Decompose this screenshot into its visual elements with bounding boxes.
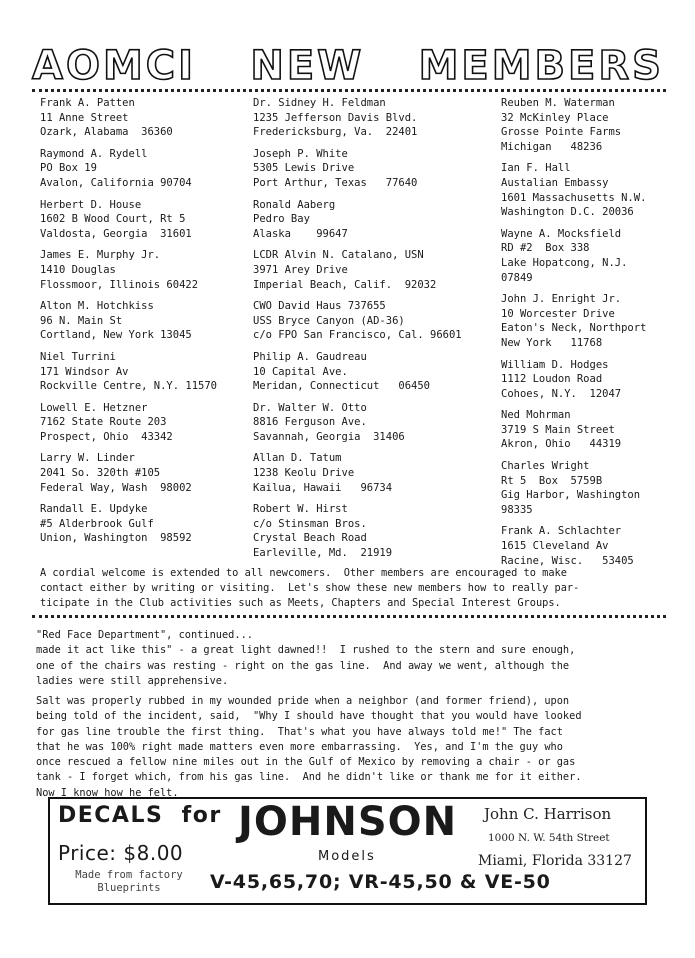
heading-word-members: MEMBERS	[418, 43, 664, 89]
member-name: Alton M. Hotchkiss	[40, 300, 154, 313]
member-address-line: 2041 So. 320th #105	[40, 467, 161, 480]
member-entry	[253, 248, 462, 292]
story-line: that he was 100% right made matters even more embarrassing. Yes, and I'm the guy who	[36, 740, 563, 753]
member-name: Dr. Walter W. Otto	[253, 401, 367, 414]
welcome-line: contact either by writing or visiting. Let's show these new members how to really par-	[40, 582, 580, 594]
heading-word-new: NEW	[250, 43, 365, 89]
member-address-line: c/o FPO San Francisco, Cal. 96601	[253, 329, 462, 342]
story-line: being told of the incident, said, "Why I should have thought that you would have looked	[36, 710, 582, 723]
member-entry	[40, 401, 217, 445]
page-heading	[32, 42, 664, 90]
member-address-line: 5305 Lewis Drive	[253, 162, 355, 175]
member-address-line: Michigan 48236	[501, 140, 603, 153]
member-address-line: Eaton's Neck, Northport	[501, 322, 647, 335]
member-address-line: Imperial Beach, Calif. 92032	[253, 278, 437, 291]
member-name: Philip A. Gaudreau	[253, 350, 367, 363]
member-name: John J. Enright Jr.	[501, 293, 622, 306]
ad-contact-name: John C. Harrison	[484, 805, 612, 823]
member-address-line: Gig Harbor, Washington	[501, 489, 641, 502]
member-address-line: Fredericksburg, Va. 22401	[253, 126, 418, 139]
member-address-line: Racine, Wisc. 53405	[501, 554, 634, 567]
member-address-line: Avalon, California 90704	[40, 176, 192, 189]
member-address-line: #5 Alderbrook Gulf	[40, 517, 154, 530]
member-address-line: Meridan, Connecticut 06450	[253, 380, 431, 393]
story-line: for gas line trouble the first thing. That's what you have always told me!" The fact	[36, 725, 563, 738]
ad-decals-title: DECALS for	[58, 803, 222, 828]
member-address-line: Lake Hopatcong, N.J.	[501, 256, 628, 269]
member-entry	[40, 147, 217, 191]
welcome-line: A cordial welcome is extended to all newcomers. Other members are encouraged to make	[40, 567, 567, 579]
member-address-line: Cohoes, N.Y. 12047	[501, 387, 622, 400]
member-entry	[501, 408, 646, 452]
ad-models-label: Models	[318, 849, 376, 864]
member-address-line: 32 McKinley Place	[501, 111, 609, 124]
member-address-line: 10 Capital Ave.	[253, 365, 348, 378]
member-entry	[253, 198, 462, 242]
member-address-line: Washington D.C. 20036	[501, 206, 634, 219]
member-entry	[253, 350, 462, 394]
story-line: tank - I forget which, from his gas line. And he didn't like or thank me for it either.	[36, 771, 582, 784]
member-address-line: New York 11768	[501, 336, 603, 349]
member-name: Frank A. Patten	[40, 97, 135, 109]
ad-brand: JOHNSON	[238, 799, 458, 845]
member-name: Randall E. Updyke	[40, 503, 148, 516]
member-address-line: Ozark, Alabama 36360	[40, 126, 173, 139]
member-name: Larry W. Linder	[40, 452, 135, 465]
member-entry	[253, 451, 462, 495]
member-entry	[40, 502, 217, 546]
member-name: Wayne A. Mocksfield	[501, 227, 622, 240]
member-column-2	[253, 96, 462, 568]
member-name: Dr. Sidney H. Feldman	[253, 97, 386, 109]
story-line: once rescued a fellow nine miles out in the Gulf of Mexico by removing a chair - or gas	[36, 756, 576, 769]
story-line: Now I know how he felt.	[36, 786, 179, 799]
member-address-line: USS Bryce Canyon (AD-36)	[253, 314, 405, 327]
member-name: James E. Murphy Jr.	[40, 249, 161, 262]
member-entry	[501, 358, 646, 402]
member-entry	[40, 96, 217, 140]
story-line: Salt was properly rubbed in my wounded pride when a neighbor (and former friend), upon	[36, 695, 570, 707]
member-name: Lowell E. Hetzner	[40, 401, 148, 414]
member-address-line: 1615 Cleveland Av	[501, 540, 609, 553]
ad-city: Miami, Florida 33127	[478, 853, 632, 869]
member-address-line: 98335	[501, 503, 533, 516]
member-address-line: 10 Worcester Drive	[501, 307, 615, 320]
member-name: Ian F. Hall	[501, 162, 571, 175]
member-name: LCDR Alvin N. Catalano, USN	[253, 249, 424, 262]
ad-factory-line: Blueprints	[97, 882, 161, 894]
member-address-line: Rockville Centre, N.Y. 11570	[40, 380, 218, 393]
member-address-line: PO Box 19	[40, 162, 97, 175]
member-name: Charles Wright	[501, 460, 590, 473]
story-line: ladies were still apprehensive.	[36, 674, 229, 687]
member-address-line: 07849	[501, 271, 533, 284]
member-name: Reuben M. Waterman	[501, 97, 615, 109]
member-address-line: Savannah, Georgia 31406	[253, 430, 405, 443]
member-entry	[501, 524, 646, 568]
member-address-line: 1112 Loudon Road	[501, 373, 603, 386]
member-address-line: Akron, Ohio 44319	[501, 438, 622, 451]
member-entry	[40, 198, 217, 242]
member-address-line: Pedro Bay	[253, 213, 310, 226]
story-line: one of the chairs was resting - right on the gas line. And away we went, although the	[36, 659, 570, 672]
member-address-line: 1601 Massachusetts N.W.	[501, 191, 647, 204]
member-name: Ned Mohrman	[501, 409, 571, 422]
decals-advertisement	[48, 797, 647, 905]
member-entry	[253, 502, 462, 560]
member-name: Niel Turrini	[40, 350, 116, 363]
member-address-line: 8816 Ferguson Ave.	[253, 416, 367, 429]
member-address-line: RD #2 Box 338	[501, 242, 590, 255]
heading-divider	[32, 89, 666, 92]
heading-word-aomci: AOMCI	[32, 43, 197, 89]
story-line: "Red Face Department", continued...	[36, 629, 253, 641]
member-address-line: Federal Way, Wash 98002	[40, 481, 192, 494]
member-address-line: Alaska 99647	[253, 227, 348, 240]
member-address-line: Flossmoor, Illinois 60422	[40, 278, 199, 291]
member-address-line: Rt 5 Box 5759B	[501, 474, 603, 487]
member-address-line: 11 Anne Street	[40, 111, 129, 124]
welcome-paragraph	[40, 566, 666, 611]
ad-street: 1000 N. W. 54th Street	[488, 832, 610, 844]
ad-factory-line: Made from factory	[75, 869, 183, 881]
member-entry	[501, 161, 646, 219]
member-address-line: Grosse Pointe Farms	[501, 126, 622, 139]
member-entry	[253, 147, 462, 191]
member-entry	[501, 459, 646, 517]
member-address-line: Port Arthur, Texas 77640	[253, 176, 418, 189]
member-entry	[253, 299, 462, 343]
member-name: CWO David Haus 737655	[253, 300, 386, 313]
member-address-line: Cortland, New York 13045	[40, 329, 192, 342]
member-entry	[40, 248, 217, 292]
ad-factory-note	[64, 869, 194, 895]
member-address-line: 171 Windsor Av	[40, 365, 129, 378]
member-address-line: 3971 Arey Drive	[253, 263, 348, 276]
member-entry	[40, 350, 217, 394]
member-column-1	[40, 96, 217, 553]
member-name: Herbert D. House	[40, 198, 142, 211]
member-address-line: 3719 S Main Street	[501, 423, 615, 436]
section-divider	[32, 615, 666, 618]
member-name: Joseph P. White	[253, 147, 348, 160]
member-column-3	[501, 96, 646, 575]
member-name: Ronald Aaberg	[253, 198, 336, 211]
member-address-line: Prospect, Ohio 43342	[40, 430, 173, 443]
story-paragraph-2	[36, 694, 672, 801]
member-name: Robert W. Hirst	[253, 503, 348, 516]
member-address-line: 7162 State Route 203	[40, 416, 167, 429]
member-entry	[253, 96, 462, 140]
member-entry	[501, 292, 646, 350]
member-address-line: 1410 Douglas	[40, 263, 116, 276]
member-address-line: 1235 Jefferson Davis Blvd.	[253, 111, 418, 124]
member-address-line: Valdosta, Georgia 31601	[40, 227, 192, 240]
member-entry	[40, 299, 217, 343]
member-name: Allan D. Tatum	[253, 452, 342, 465]
member-address-line: Earleville, Md. 21919	[253, 547, 393, 560]
member-name: William D. Hodges	[501, 358, 609, 371]
member-address-line: c/o Stinsman Bros.	[253, 517, 367, 530]
member-name: Frank A. Schlachter	[501, 525, 622, 538]
ad-price: Price: $8.00	[58, 841, 184, 865]
member-entry	[501, 227, 646, 285]
member-address-line: 1602 B Wood Court, Rt 5	[40, 213, 186, 226]
member-entry	[40, 451, 217, 495]
welcome-line: ticipate in the Club activities such as Meets, Chapters and Special Interest Groups.	[40, 597, 561, 609]
member-address-line: 1238 Keolu Drive	[253, 467, 355, 480]
member-address-line: Austalian Embassy	[501, 176, 609, 189]
member-address-line: 96 N. Main St	[40, 314, 123, 327]
member-name: Raymond A. Rydell	[40, 147, 148, 160]
member-entry	[501, 96, 646, 154]
story-line: made it act like this" - a great light dawned!! I rushed to the stern and sure enough,	[36, 644, 576, 657]
ad-model-list: V-45,65,70; VR-45,50 & VE-50	[210, 871, 551, 893]
member-address-line: Crystal Beach Road	[253, 532, 367, 545]
member-address-line: Union, Washington 98592	[40, 532, 192, 545]
member-entry	[253, 401, 462, 445]
story-paragraph-1	[36, 628, 672, 689]
member-address-line: Kailua, Hawaii 96734	[253, 481, 393, 494]
